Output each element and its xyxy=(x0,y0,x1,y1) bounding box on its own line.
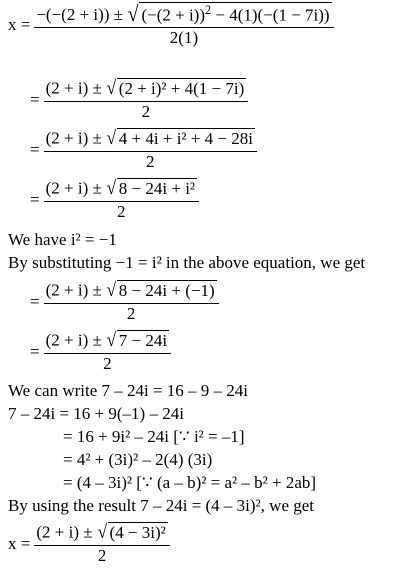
fraction-5: (2 + i) ± √ 8 − 24i + (−1) 2 xyxy=(44,280,219,323)
equation-line-7: x = (2 + i) ± √ (4 − 3i)² 2 xyxy=(8,522,170,565)
radical-6: √ 7 − 24i xyxy=(106,330,168,351)
equation-line-6: = (2 + i) ± √ 7 − 24i 2 xyxy=(30,330,171,373)
equation-line-1 xyxy=(8,2,334,48)
fraction-2: (2 + i) ± √ (2 + i)² + 4(1 − 7i) 2 xyxy=(44,78,249,121)
text-by-using-result: By using the result 7 – 24i = (4 – 3i)², we get xyxy=(8,496,315,515)
denominator-1: 2(1) xyxy=(169,28,199,48)
text-we-can-write: We can write 7 – 24i = 16 – 9 – 24i xyxy=(8,381,249,400)
equation-line-3: = (2 + i) ± √ 4 + 4i + i² + 4 − 28i 2 xyxy=(30,128,257,171)
fraction-3: (2 + i) ± √ 4 + 4i + i² + 4 − 28i 2 xyxy=(44,128,257,171)
fraction-1 xyxy=(34,2,333,48)
radical-7: √ (4 − 3i)² xyxy=(97,522,166,543)
fraction-6: (2 + i) ± √ 7 − 24i 2 xyxy=(44,330,172,373)
equation-line-2: = (2 + i) ± √ (2 + i)² + 4(1 − 7i) 2 xyxy=(30,78,248,121)
numerator-1: −(−(2 + i)) ± √ $(-(2 + i))^2 - 4(1)(-(1 - 7i))$ xyxy=(36,1,330,27)
equation-line-5: = (2 + i) ± √ 8 − 24i + (−1) 2 xyxy=(30,280,219,323)
radical-1: √ $(-(2 + i))^2 - 4(1)(-(1 - 7i))$ xyxy=(127,1,330,27)
radical-3: √ 4 + 4i + i² + 4 − 28i xyxy=(106,128,253,149)
text-step-4: = (4 – 3i)² [∵ (a – b)² = a² – b² + 2ab] xyxy=(63,473,317,492)
text-by-substituting: By substituting −1 = i² in the above equation, we get xyxy=(8,253,366,272)
radical-4: √ 8 − 24i + i² xyxy=(106,178,196,199)
radical-5: √ 8 − 24i + (−1) xyxy=(106,280,215,301)
text-step-1: 7 – 24i = 16 + 9(–1) – 24i xyxy=(8,404,184,423)
text-we-have: We have i² = −1 xyxy=(8,230,117,249)
text-step-2: = 16 + 9i² – 24i [∵ i² = –1] xyxy=(63,427,245,446)
text-step-3: = 4² + (3i)² – 2(4) (3i) xyxy=(63,450,213,469)
radical-2: √ (2 + i)² + 4(1 − 7i) xyxy=(106,78,245,99)
fraction-4: (2 + i) ± √ 8 − 24i + i² 2 xyxy=(44,178,199,221)
fraction-7: (2 + i) ± √ (4 − 3i)² 2 xyxy=(34,522,169,565)
lhs-x: x = xyxy=(8,14,31,34)
equation-line-4: = (2 + i) ± √ 8 − 24i + i² 2 xyxy=(30,178,199,221)
